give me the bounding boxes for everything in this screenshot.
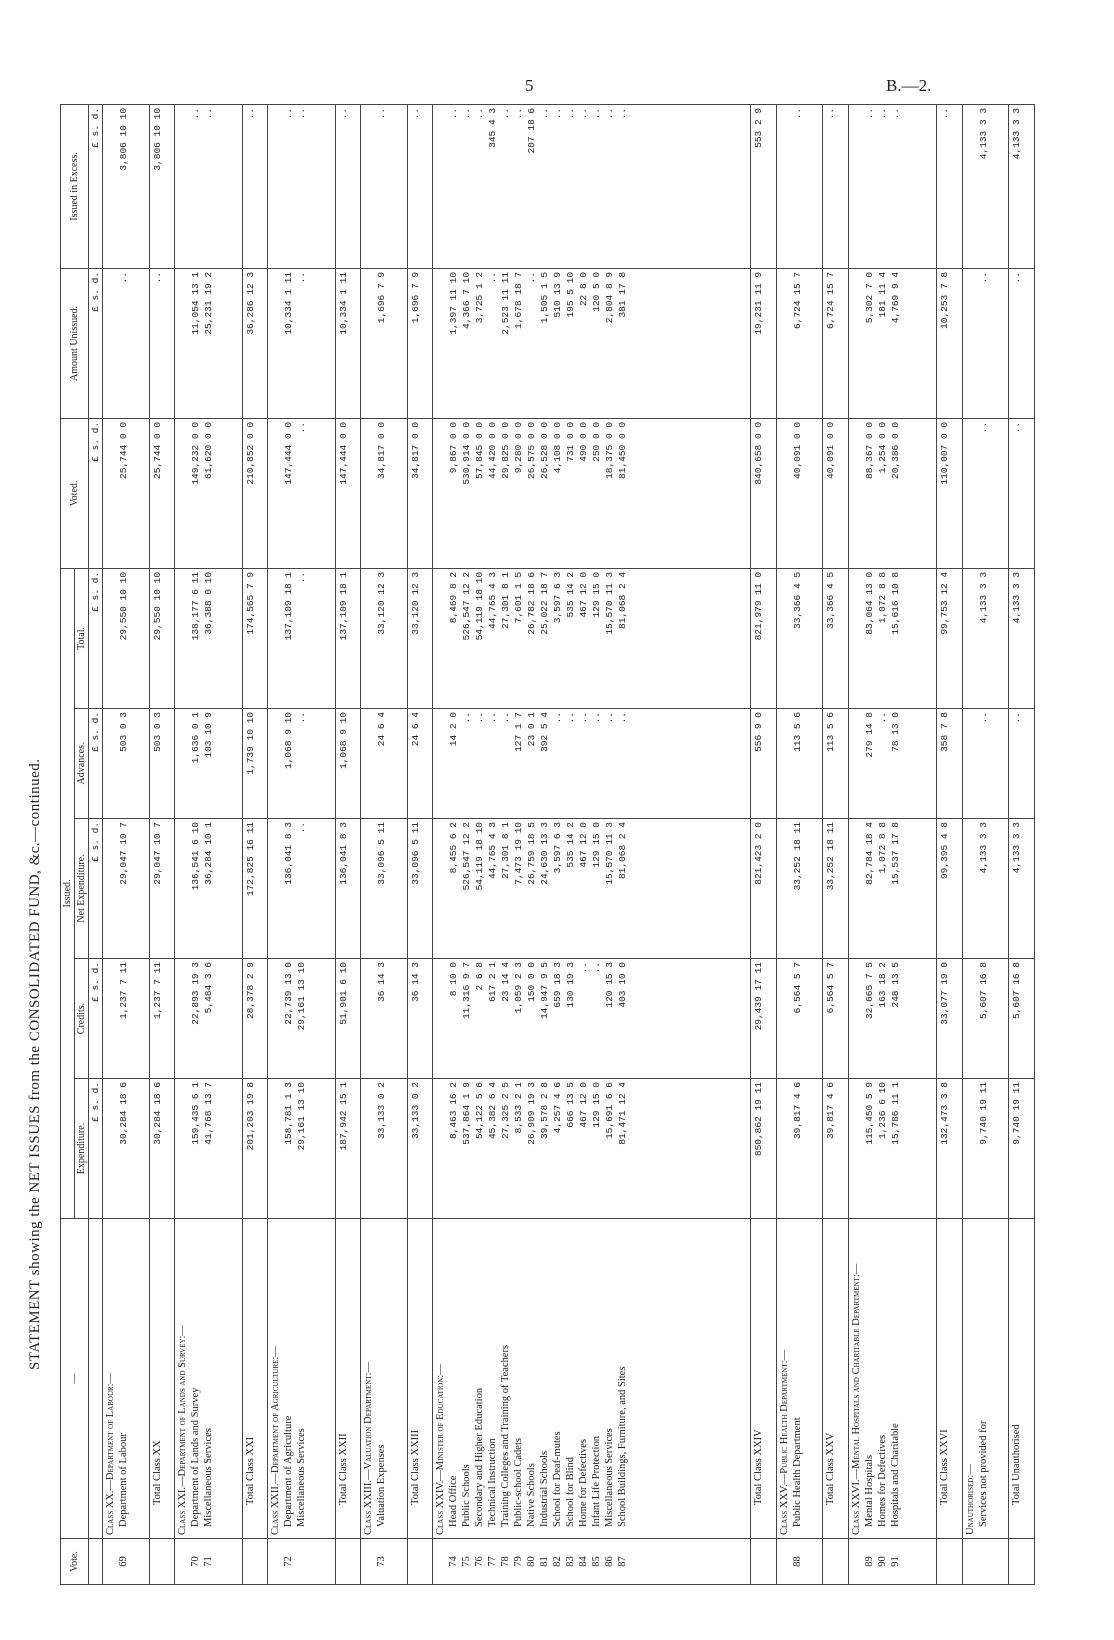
amount-tot: 137,109 18 1 ..: [268, 568, 335, 708]
amount-net: 29,047 10 7: [103, 819, 150, 959]
amount-net: 8,455 6 2 526,547 12 2 54,119 18 10 44,765 4 3 27,301 8 1 7,473 19 10 26,759 18 5 24,630 13 3 3,597 6 3 535 14 2 467 12 0 129 15 0 15,570 11 3 81,068 2 4: [433, 819, 751, 959]
vote-header: Vote.: [61, 1539, 89, 1585]
amount-excess: ..: [361, 104, 408, 268]
total-header: Total.: [75, 568, 89, 708]
class-row: [175, 104, 242, 1584]
amount-tot: 137,109 18 1: [335, 568, 361, 708]
amount-tot: 83,064 13 0 1,072 8 8 15,616 10 8: [848, 568, 936, 708]
class-row: [848, 104, 936, 1584]
amount-cred: 36 14 3: [361, 959, 408, 1079]
amount-cred: 29,439 17 11: [750, 959, 776, 1079]
amount-unissued: 10,253 7 8: [937, 268, 963, 418]
amount-exp: 159,435 6 1 41,768 13 7: [175, 1079, 242, 1219]
amount-voted: 149,232 0 0 61,620 0 0: [175, 418, 242, 568]
amount-exp: 850,862 19 11: [750, 1079, 776, 1219]
amount-exp: 9,740 19 11: [962, 1079, 1009, 1219]
vote-number: [750, 1539, 776, 1585]
amount-exp: 30,284 18 6: [149, 1079, 175, 1219]
vote-number: [962, 1539, 1009, 1585]
amount-unissued: 1,397 11 10 4,366 7 10 3,725 1 2 .. 2,523 11 11 1,678 18 7 .. 1,505 1 5 510 13 9 195 5 10 22 8 0 120 5 0 2,804 8 9 381 17 8: [433, 268, 751, 418]
amount-net: 29,047 10 7: [149, 819, 175, 959]
amount-voted: 34,817 0 0: [361, 418, 408, 568]
amount-cred: 36 14 3: [407, 959, 433, 1079]
vote-number: [937, 1539, 963, 1585]
line-item-label: Home for Defectives: [578, 1438, 590, 1527]
vote-number: 74 75 76 77 78 79 80 81 82 83 84 85 86 87: [433, 1539, 751, 1585]
amount-tot: 33,120 12 3: [361, 568, 408, 708]
amount-cred: 1,237 7 11: [149, 959, 175, 1079]
vote-number: [242, 1539, 268, 1585]
total-row: [242, 104, 268, 1584]
line-item-label: Public Health Department: [791, 1417, 803, 1527]
amount-cred: 22,893 19 3 5,484 3 6: [175, 959, 242, 1079]
row-label: Total Class XXI: [242, 1219, 268, 1539]
amount-net: 136,041 8 3: [335, 819, 361, 959]
row-label: Class XXI.—Department of Lands and Survey:— Department of Lands and Survey Miscellaneous Services: [175, 1219, 242, 1539]
amount-cred: 5,607 16 8: [962, 959, 1009, 1079]
currency-label: £ s. d.: [89, 1079, 103, 1219]
amount-adv: ..: [1009, 709, 1035, 819]
amount-cred: 22,739 13 0 29,161 13 10: [268, 959, 335, 1079]
amount-net: 172,825 16 11: [242, 819, 268, 959]
line-item-label: Secondary and Higher Education: [474, 1387, 486, 1527]
amount-excess: ..: [776, 104, 823, 268]
amount-voted: 147,444 0 0: [335, 418, 361, 568]
amount-net: 33,252 18 11: [823, 819, 849, 959]
total-row: [1009, 104, 1035, 1584]
amount-adv: 503 0 3: [103, 709, 150, 819]
amount-voted: 110,007 0 0: [937, 418, 963, 568]
amount-tot: 821,979 11 0: [750, 568, 776, 708]
currency-label: £ s. d.: [89, 959, 103, 1079]
amount-adv: 1,068 9 10 ..: [268, 709, 335, 819]
amount-cred: 8 10 0 11,316 9 7 2 6 8 617 2 1 23 14 4 1,059 2 3 150 0 0 14,947 9 5 659 18 3 130 19 3 .. .. 120 15 3 403 10 0: [433, 959, 751, 1079]
amount-tot: 4,133 3 3: [1009, 568, 1035, 708]
amount-excess: .. ..: [268, 104, 335, 268]
amount-cred: 32,665 7 5 163 18 2 248 13 5: [848, 959, 936, 1079]
amount-voted: 840,658 0 0: [750, 418, 776, 568]
row-label: Total Class XXII: [335, 1219, 361, 1539]
total-row: [937, 104, 963, 1584]
vote-number: 73: [361, 1539, 408, 1585]
row-label: Class XXV.—Public Health Department:— Public Health Department: [776, 1219, 823, 1539]
amount-excess: ..: [335, 104, 361, 268]
amount-net: 82,784 18 4 1,072 8 8 15,537 17 8: [848, 819, 936, 959]
amount-tot: 8,469 8 2 526,547 12 2 54,119 18 10 44,765 4 3 27,301 8 1 7,601 1 5 26,782 18 6 25,022 18 7 3,597 6 3 535 14 2 467 12 0 129 15 0 15,570 11 3 81,068 2 4: [433, 568, 751, 708]
line-item-label: School for Blind: [565, 1457, 577, 1527]
line-item-label: School for Deaf-mutes: [552, 1431, 564, 1527]
page-number: 5: [525, 76, 534, 95]
rotated-table-container: [60, 105, 1035, 1585]
amount-tot: 4,133 3 3: [962, 568, 1009, 708]
amount-tot: 29,550 10 10: [103, 568, 150, 708]
amount-adv: 1,636 0 1 103 10 9: [175, 709, 242, 819]
description-header: —: [61, 1219, 89, 1539]
amount-exp: 201,203 19 8: [242, 1079, 268, 1219]
amount-tot: 33,120 12 3: [407, 568, 433, 708]
amount-adv: 24 6 4: [407, 709, 433, 819]
amount-cred: 1,237 7 11: [103, 959, 150, 1079]
table-body: [103, 104, 1035, 1584]
line-item-label: Homes for Defectives: [876, 1434, 888, 1527]
amount-adv: 14 2 0 .. .. .. .. 127 1 7 23 0 1 392 5 4 .. .. .. .. .. ..: [433, 709, 751, 819]
amount-unissued: 19,231 11 9: [750, 268, 776, 418]
vote-number: 72: [268, 1539, 335, 1585]
amount-net: 136,541 6 10 36,284 10 1: [175, 819, 242, 959]
line-item-label: Miscellaneous Services: [604, 1428, 616, 1527]
amount-exp: 30,284 18 6: [103, 1079, 150, 1219]
currency-label: £ s. d.: [89, 819, 103, 959]
amount-excess: 3,806 10 10: [103, 104, 150, 268]
net-issues-table: [60, 104, 1035, 1585]
row-label: Class XXII.—Department of Agriculture:— Department of Agriculture Miscellaneous Services: [268, 1219, 335, 1539]
line-item-label: Public-school Cadets: [513, 1438, 525, 1527]
amount-excess: .. .. .. 345 4 3 .. .. 207 18 6 .. .. .. .. .. .. ..: [433, 104, 751, 268]
header-row-top: [61, 104, 75, 1584]
voted-header: Voted.: [61, 418, 89, 568]
amount-tot: 33,366 4 5: [776, 568, 823, 708]
amount-voted: 40,091 0 0: [823, 418, 849, 568]
amount-unissued: 10,334 1 11: [335, 268, 361, 418]
amount-excess: .. .. ..: [848, 104, 936, 268]
amount-unissued: ..: [1009, 268, 1035, 418]
line-item-label: School Buildings, Furniture, and Sites: [617, 1366, 629, 1527]
vote-number: [823, 1539, 849, 1585]
amount-voted: 9,867 0 0 530,914 0 0 57,845 0 0 44,420 0 0 29,825 0 0 9,280 0 0 26,575 0 0 26,528 0 0 4,108 0 0 731 0 0 490 0 0 250 0 0 18,375 0 0 81,450 0 0: [433, 418, 751, 568]
total-row: [750, 104, 776, 1584]
amount-excess: ..: [823, 104, 849, 268]
vote-number: 89 90 91: [848, 1539, 936, 1585]
document-reference: B.—2.: [886, 76, 932, 95]
amount-unissued: 10,334 1 11 ..: [268, 268, 335, 418]
row-label: Class XXIII.—Valuation Department:— Valuation Expenses: [361, 1219, 408, 1539]
amount-voted: 25,744 0 0: [149, 418, 175, 568]
line-item-label: Training Colleges and Training of Teachers: [500, 1344, 512, 1527]
amount-unissued: ..: [149, 268, 175, 418]
amount-net: 33,096 5 11: [361, 819, 408, 959]
amount-unissued: 6,724 15 7: [776, 268, 823, 418]
amount-net: 99,395 4 8: [937, 819, 963, 959]
line-item-label: Head Office: [448, 1475, 460, 1527]
expenditure-header: Expenditure.: [75, 1079, 89, 1219]
amount-cred: 33,077 19 0: [937, 959, 963, 1079]
amount-tot: 174,565 7 9: [242, 568, 268, 708]
row-label: Class XXIV.—Minister of Education:— Head Office Public Schools Secondary and Higher Education Technical Instruction Training Colleges and Training of Teachers Public-school Cadets Native Schools Industrial Schools School for Deaf-mutes School for Blind Home for Defectives Infant Life Protection Miscellaneous Services School Buildings, Furniture, and Sites: [433, 1219, 751, 1539]
credits-header: Credits.: [75, 959, 89, 1079]
amount-cred: 5,607 16 8: [1009, 959, 1035, 1079]
advances-header: Advances.: [75, 709, 89, 819]
class-row: [433, 104, 751, 1584]
amount-tot: 29,550 10 10: [149, 568, 175, 708]
amount-voted: 34,817 0 0: [407, 418, 433, 568]
line-item-label: Technical Instruction: [487, 1438, 499, 1527]
currency-label: £ s. d.: [89, 104, 103, 268]
amount-adv: 1,739 10 10: [242, 709, 268, 819]
class-row: [103, 104, 150, 1584]
amount-excess: 3,806 10 10: [149, 104, 175, 268]
amount-net: 33,096 5 11: [407, 819, 433, 959]
amount-unissued: 1,696 7 9: [407, 268, 433, 418]
line-item-label: Native Schools: [526, 1463, 538, 1527]
amount-exp: 187,942 15 1: [335, 1079, 361, 1219]
amount-net: 4,133 3 3: [962, 819, 1009, 959]
line-item-label: Hospitals and Charitable: [889, 1423, 901, 1527]
issued-header: Issued.: [61, 568, 75, 1218]
currency-label: £ s. d.: [89, 418, 103, 568]
amount-excess: .. ..: [175, 104, 242, 268]
amount-voted: ..: [962, 418, 1009, 568]
amount-cred: 6,564 5 7: [776, 959, 823, 1079]
amount-net: 821,423 2 0: [750, 819, 776, 959]
amount-tot: 33,366 4 5: [823, 568, 849, 708]
amount-adv: 556 9 0: [750, 709, 776, 819]
net-expenditure-header: Net Expenditure.: [75, 819, 89, 959]
amount-unissued: 36,286 12 3: [242, 268, 268, 418]
total-row: [407, 104, 433, 1584]
amount-net: 136,041 8 3 ..: [268, 819, 335, 959]
row-label: Class XX.—Department of Labour:— Department of Labour: [103, 1219, 150, 1539]
row-label: Total Class XXIV: [750, 1219, 776, 1539]
line-item-label: Services not provided for: [977, 1420, 989, 1527]
vote-number: [1009, 1539, 1035, 1585]
currency-label: £ s. d.: [89, 709, 103, 819]
amount-cred: 28,378 2 9: [242, 959, 268, 1079]
amount-cred: 6,564 5 7: [823, 959, 849, 1079]
amount-net: 4,133 3 3: [1009, 819, 1035, 959]
amount-net: 33,252 18 11: [776, 819, 823, 959]
amount-exp: 33,133 0 2: [407, 1079, 433, 1219]
amount-adv: 503 0 3: [149, 709, 175, 819]
amount-exp: 33,133 0 2: [361, 1079, 408, 1219]
amount-voted: 25,744 0 0: [103, 418, 150, 568]
row-label: Total Class XXIII: [407, 1219, 433, 1539]
line-item-label: Miscellaneous Services: [203, 1428, 215, 1527]
class-row: [268, 104, 335, 1584]
amount-tot: 138,177 6 11 36,388 0 10: [175, 568, 242, 708]
line-item-label: Industrial Schools: [539, 1450, 551, 1527]
amount-unissued: 1,696 7 9: [361, 268, 408, 418]
currency-label: £ s. d.: [89, 568, 103, 708]
line-item-label: Infant Life Protection: [591, 1436, 603, 1527]
amount-voted: 210,852 0 0: [242, 418, 268, 568]
amount-exp: 132,473 3 8: [937, 1079, 963, 1219]
amount-adv: 1,068 9 10: [335, 709, 361, 819]
amount-excess: ..: [242, 104, 268, 268]
amount-adv: 24 6 4: [361, 709, 408, 819]
line-item-label: Miscellaneous Services: [296, 1428, 308, 1527]
amount-exp: 8,463 16 2 537,864 1 9 54,122 5 6 45,382 6 4 27,325 2 5 8,533 2 1 26,909 19 3 39,578 2 8 4,257 4 6 666 13 5 467 12 0 129 15 0 15,691 6 6 81,471 12 4: [433, 1079, 751, 1219]
amount-unissued-header: Amount Unissued.: [61, 268, 89, 418]
line-item-label: Department of Labour: [118, 1433, 129, 1527]
amount-excess: ..: [937, 104, 963, 268]
amount-exp: 39,817 4 6: [823, 1079, 849, 1219]
amount-unissued: 11,054 13 1 25,231 19 2: [175, 268, 242, 418]
row-label: Unauthorised:— Services not provided for: [962, 1219, 1009, 1539]
amount-cred: 51,901 6 10: [335, 959, 361, 1079]
currency-row: [89, 104, 103, 1584]
amount-excess: ..: [407, 104, 433, 268]
amount-voted: 147,444 0 0 ..: [268, 418, 335, 568]
class-row: [776, 104, 823, 1584]
amount-excess: 553 2 9: [750, 104, 776, 268]
amount-adv: 113 5 6: [776, 709, 823, 819]
row-label: Class XXVI.—Mental Hospitals and Charitable Department:— Mental Hospitals Homes for Defectives Hospitals and Charitable: [848, 1219, 936, 1539]
amount-exp: 158,781 1 3 29,161 13 10: [268, 1079, 335, 1219]
class-row: [962, 104, 1009, 1584]
amount-adv: ..: [962, 709, 1009, 819]
issued-in-excess-header: Issued in Excess.: [61, 104, 89, 268]
amount-unissued: ..: [103, 268, 150, 418]
amount-exp: 39,817 4 6: [776, 1079, 823, 1219]
amount-exp: 9,740 19 11: [1009, 1079, 1035, 1219]
amount-voted: 88,367 0 0 1,254 0 0 20,386 0 0: [848, 418, 936, 568]
line-item-label: Valuation Expenses: [376, 1444, 388, 1527]
amount-excess: 4,133 3 3: [962, 104, 1009, 268]
amount-unissued: ..: [962, 268, 1009, 418]
row-label: Total Unauthorised: [1009, 1219, 1035, 1539]
amount-exp: 115,450 5 9 1,236 6 10 15,786 11 1: [848, 1079, 936, 1219]
amount-excess: 4,133 3 3: [1009, 104, 1035, 268]
statement-title: STATEMENT showing the NET ISSUES from the CONSOLIDATED FUND, &c.—continued.: [27, 758, 43, 1370]
row-label: Total Class XXVI: [937, 1219, 963, 1539]
vote-number: [407, 1539, 433, 1585]
line-item-label: Department of Agriculture: [283, 1415, 295, 1527]
total-row: [823, 104, 849, 1584]
vote-number: [149, 1539, 175, 1585]
row-label: Total Class XXV: [823, 1219, 849, 1539]
currency-label: £ s. d.: [89, 268, 103, 418]
line-item-label: Public Schools: [461, 1464, 473, 1527]
amount-unissued: 5,302 7 0 181 11 4 4,769 9 4: [848, 268, 936, 418]
amount-adv: 279 14 8 .. 78 13 0: [848, 709, 936, 819]
amount-voted: ..: [1009, 418, 1035, 568]
total-row: [335, 104, 361, 1584]
amount-unissued: 6,724 15 7: [823, 268, 849, 418]
amount-tot: 99,753 12 4: [937, 568, 963, 708]
vote-number: [335, 1539, 361, 1585]
total-row: [149, 104, 175, 1584]
vote-number: 69: [103, 1539, 150, 1585]
class-row: [361, 104, 408, 1584]
amount-adv: 358 7 8: [937, 709, 963, 819]
amount-voted: 40,091 0 0: [776, 418, 823, 568]
vote-number: 70 71: [175, 1539, 242, 1585]
line-item-label: Department of Lands and Survey: [190, 1387, 202, 1527]
vote-number: 88: [776, 1539, 823, 1585]
line-item-label: Mental Hospitals: [863, 1454, 875, 1527]
amount-adv: 113 5 6: [823, 709, 849, 819]
row-label: Total Class XX: [149, 1219, 175, 1539]
